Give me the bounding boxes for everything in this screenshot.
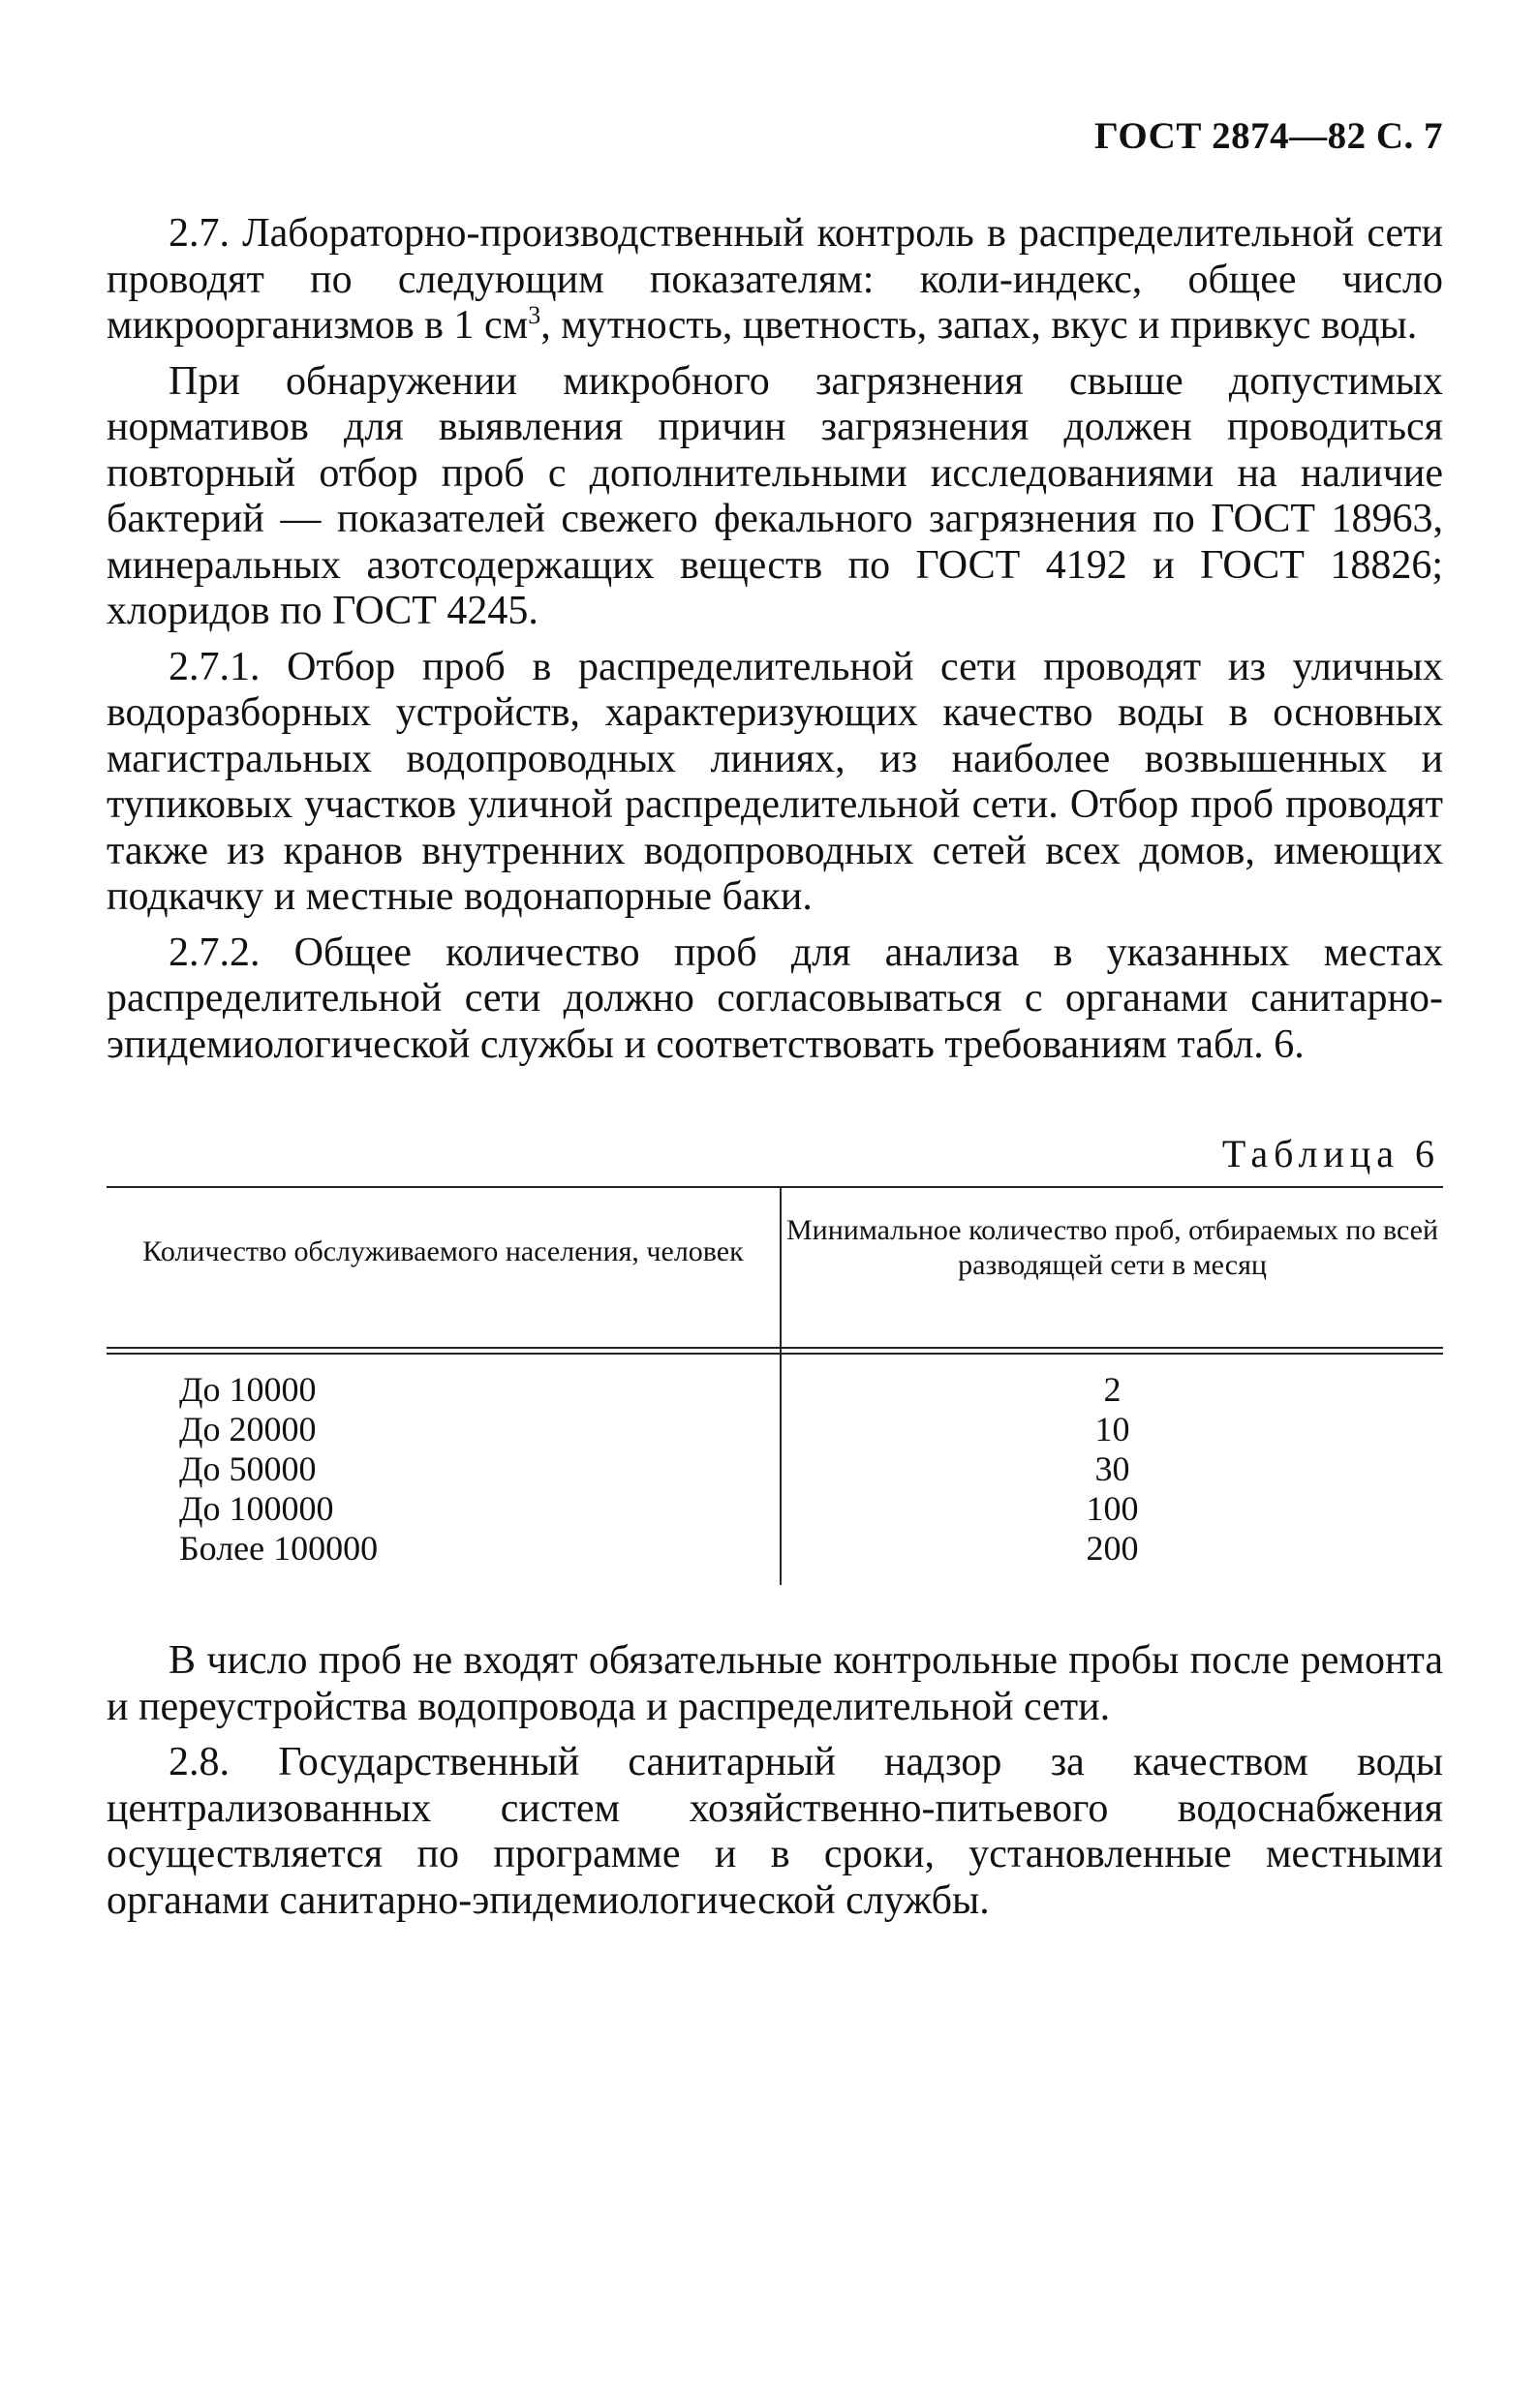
population-column — [179, 1370, 378, 1569]
superscript-exponent: 3 — [528, 301, 541, 329]
paragraph-exclusions: В число проб не входят обязательные контрольные пробы после ремонта и переустройства водопровода и распределительной сети. — [107, 1638, 1443, 1729]
table-cell-population: До 10000 — [179, 1370, 317, 1409]
table-caption: Таблица 6 — [1221, 1132, 1440, 1175]
table-header-samples: Минимальное количество проб, отбираемых по всей разводящей сети в месяц — [785, 1214, 1439, 1281]
table-cell-samples: 2 — [1103, 1370, 1122, 1409]
table-header-population: Количество обслуживаемого населения, человек — [142, 1235, 744, 1267]
table-cell-population: Более 100000 — [179, 1529, 379, 1568]
paragraph-2-7 — [107, 211, 1443, 350]
table-cell-samples: 200 — [1086, 1529, 1139, 1568]
paragraph-microbial: При обнаружении микробного загрязнения свыше допустимых нормативов для выявления причин загрязнения должен проводиться повторный отбор проб с дополнительными исследованиями на наличие бактерий — показателей свежего фекального загрязнения по ГОСТ 18963, минеральных азотсодержащих веществ по ГОСТ 4192 и ГОСТ 18826; хлоридов по ГОСТ 4245. — [107, 358, 1443, 633]
page-header: ГОСТ 2874—82 С. 7 — [1094, 115, 1443, 157]
lower-text-block — [107, 1638, 1443, 1924]
paragraph-2-7-text: 2.7. Лабораторно-производственный контроль в распределительной сети проводят по следующим показателям: коли-индекс, общее число микроорганизмов в 1 см — [107, 211, 1443, 348]
table-cell-samples: 100 — [1086, 1489, 1139, 1528]
samples-table — [107, 1186, 1443, 1585]
paragraph-2-7-text-cont: , мутность, цветность, запах, вкус и привкус воды. — [540, 303, 1418, 348]
upper-text-block — [107, 211, 1443, 1068]
paragraph-2-7-2: 2.7.2. Общее количество проб для анализа в указанных местах распределительной сети должно согласовываться с органами санитарно-эпидемиологической службы и соответствовать требованиям табл. 6. — [107, 930, 1443, 1067]
samples-column — [782, 1370, 1443, 1569]
table-cell-samples: 10 — [1094, 1410, 1130, 1448]
table-cell-population: До 50000 — [179, 1449, 317, 1488]
table-header-rule — [107, 1347, 1443, 1355]
table-top-rule — [107, 1186, 1443, 1188]
table-cell-samples: 30 — [1094, 1449, 1130, 1488]
table-cell-population: До 100000 — [179, 1489, 334, 1528]
paragraph-2-7-1: 2.7.1. Отбор проб в распределительной сети проводят из уличных водоразборных устройств, характеризующих качество воды в основных магистральных водопроводных линиях, из наиболее возвышенных и тупиковых участков уличной распределительной сети. Отбор проб проводят также из кранов внутренних водопроводных сетей всех домов, имеющих подкачку и местные водонапорные баки. — [107, 644, 1443, 919]
paragraph-2-8: 2.8. Государственный санитарный надзор за качеством воды централизованных систем хозяйственно-питьевого водоснабжения осуществляется по программе и в сроки, установленные местными органами санитарно-эпидемиологической службы. — [107, 1740, 1443, 1923]
table-cell-population: До 20000 — [179, 1410, 317, 1448]
